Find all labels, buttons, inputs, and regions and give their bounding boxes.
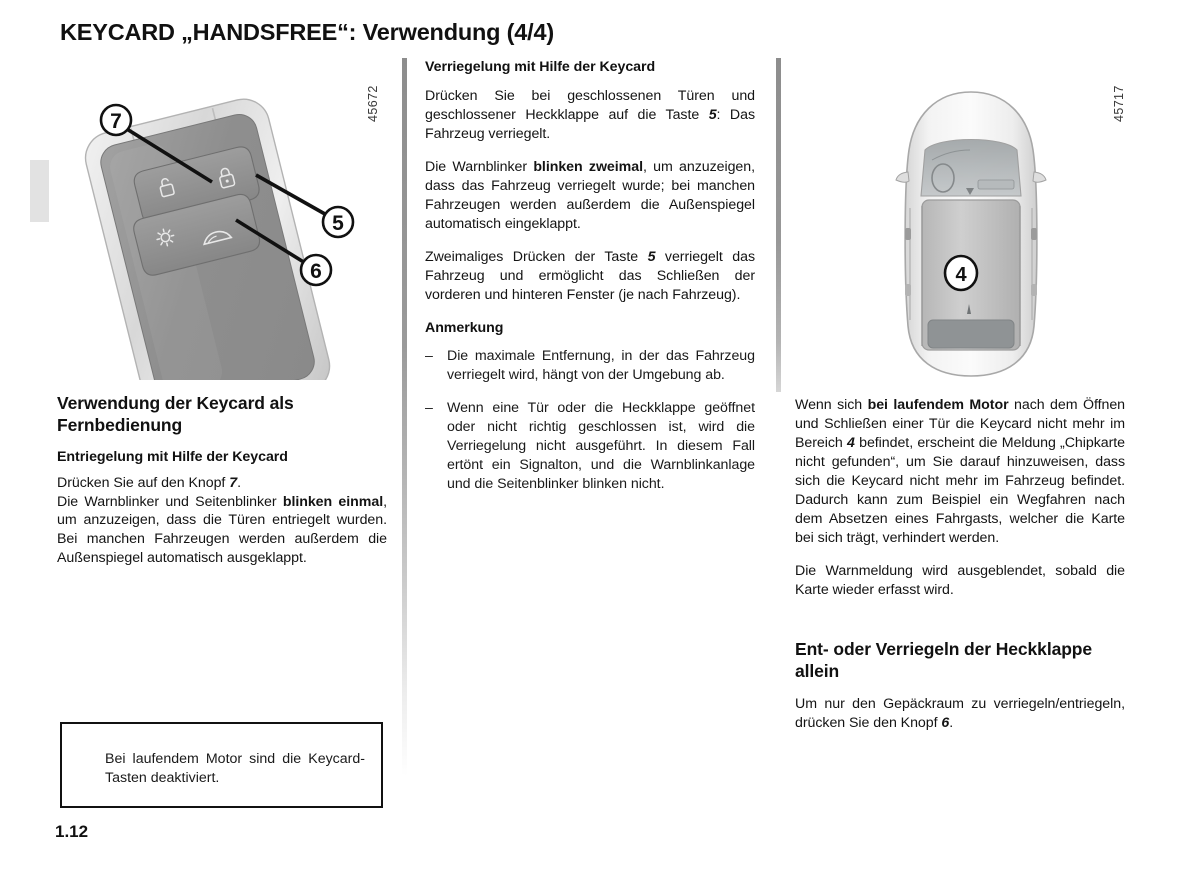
- mid-p2-bold: blinken zweimal: [533, 159, 643, 176]
- right-p1c: befindet, erscheint die Meldung „Chipkarte nicht gefunden“, um Sie darauf hinzuweisen, dass sich die Keycard nicht mehr im Fahrzeug befindet. Dadurch kann zum Beispiel ein Wegfahren nach dem Absetzen eines Fahrgasts, welcher die Karte bei sich trägt, verhindert werden.: [795, 434, 1125, 546]
- right-paragraph-3: [795, 695, 1125, 733]
- list-item-text: Die maximale Entfernung, in der das Fahrzeug verriegelt wird, hängt von der Umgebung ab.: [447, 348, 755, 384]
- door-handle-fr: [1031, 228, 1037, 240]
- mid-bullet-list: [425, 347, 755, 494]
- car-rear-window: [928, 320, 1014, 348]
- figure-ref-car: 45717: [1112, 85, 1126, 122]
- left-p-line1a: Drücken Sie auf den Knopf: [57, 474, 230, 491]
- mid-p3b: verriegelt das Fahrzeug und ermöglicht das Schließen der vorderen und hinteren Fenster (je nach Fahrzeug).: [425, 249, 755, 304]
- right-p3-num: 6: [941, 714, 950, 731]
- left-column: [57, 392, 387, 582]
- right-p3a: Um nur den Gepäckraum zu verriegeln/entriegeln, drücken Sie den Knopf: [795, 695, 1125, 731]
- middle-column: [425, 58, 755, 508]
- right-column: [795, 396, 1125, 733]
- mirror-right: [1033, 172, 1046, 182]
- right-p3b: .: [949, 714, 954, 731]
- right-p1b: nach dem Öffnen und Schließen einer Tür die Keycard nicht mehr im Bereich: [795, 397, 1126, 451]
- right-p1-bold: bei laufendem Motor: [867, 397, 1009, 413]
- mid-note-heading: Anmerkung: [425, 319, 504, 336]
- left-p-resta: Die Warnblinker und Seitenblinker: [57, 493, 283, 510]
- right-heading: Ent- oder Verriegeln der Heckklappe allein: [795, 638, 1093, 681]
- mid-subheading: Verriegelung mit Hilfe der Keycard: [425, 59, 656, 75]
- column-divider-right: [776, 58, 781, 392]
- list-item-text: Wenn eine Tür oder die Heckklappe geöffnet oder nicht richtig geschlossen ist, wird die Verriegelung nicht ausgeführt. In diesem Fall ertönt ein Signalton, und die Warnblinkanlage und die Seitenblinker blinken nicht.: [447, 400, 755, 493]
- column-divider-left: [402, 58, 407, 776]
- door-handle-rr: [1031, 284, 1037, 296]
- bullet-dash: –: [425, 400, 433, 417]
- right-p1-num: 4: [847, 434, 855, 451]
- callout-label-5: 5: [332, 212, 344, 235]
- door-handle-fl: [905, 228, 911, 240]
- chapter-edge-tab: [30, 160, 49, 222]
- right-p1a: Wenn sich: [795, 397, 868, 413]
- mid-paragraph-3: [425, 248, 755, 305]
- left-p-restb: , um anzuzeigen, dass die Türen entriegelt wurden. Bei manchen Fahrzeugen werden außerdem die Außenspiegel automatisch ausgeklappt.: [57, 493, 387, 567]
- left-p-line1b: .: [237, 474, 241, 491]
- warning-note-box: [60, 722, 383, 808]
- page-title: KEYCARD „HANDSFREE“: Verwendung (4/4): [60, 19, 554, 45]
- warning-note-text: Bei laufendem Motor sind die Keycard-Tasten deaktiviert.: [105, 751, 365, 786]
- callout-label-4: 4: [955, 264, 967, 286]
- mid-paragraph-1: [425, 87, 755, 144]
- keycard-body: [80, 94, 335, 380]
- callout-label-6: 6: [310, 260, 322, 283]
- mid-p1b: : Das Fahrzeug verriegelt.: [425, 107, 755, 143]
- right-paragraph-1: [795, 396, 1125, 548]
- bullet-dash: –: [425, 348, 433, 365]
- mid-paragraph-2: [425, 158, 755, 234]
- mid-p3a: Zweimaliges Drücken der Taste: [425, 249, 648, 266]
- list-item: [425, 399, 755, 494]
- page-number: 1.12: [55, 822, 89, 841]
- callout-label-7: 7: [110, 110, 122, 133]
- mid-p3-num: 5: [647, 249, 656, 266]
- mid-p2a: Die Warnblinker: [425, 159, 534, 176]
- figure-ref-keycard: 45672: [366, 85, 380, 122]
- mid-p1a: Drücken Sie bei geschlossenen Türen und geschlossener Heckklappe auf die Taste: [425, 88, 755, 124]
- right-paragraph-2: Die Warnmeldung wird ausgeblendet, sobald die Karte wieder erfasst wird.: [795, 562, 1125, 598]
- left-subheading: Entriegelung mit Hilfe der Keycard: [57, 449, 288, 466]
- mid-p2b: , um anzuzeigen, dass das Fahrzeug verriegelt wurde; bei manchen Fahrzeugen werden außerdem die Außenspiegel automatisch eingeklappt.: [425, 159, 755, 233]
- list-item: [425, 347, 755, 385]
- left-p-bold: blinken einmal: [282, 493, 384, 510]
- door-handle-rl: [905, 284, 911, 296]
- left-heading: Verwendung der Keycard als Fernbedienung: [57, 393, 294, 436]
- left-paragraph: [57, 474, 387, 569]
- mid-p1-num: 5: [708, 107, 717, 124]
- mirror-left: [896, 172, 909, 182]
- car-illustration: [878, 88, 1064, 380]
- keycard-illustration: [60, 70, 390, 380]
- left-p-num: 7: [229, 474, 238, 491]
